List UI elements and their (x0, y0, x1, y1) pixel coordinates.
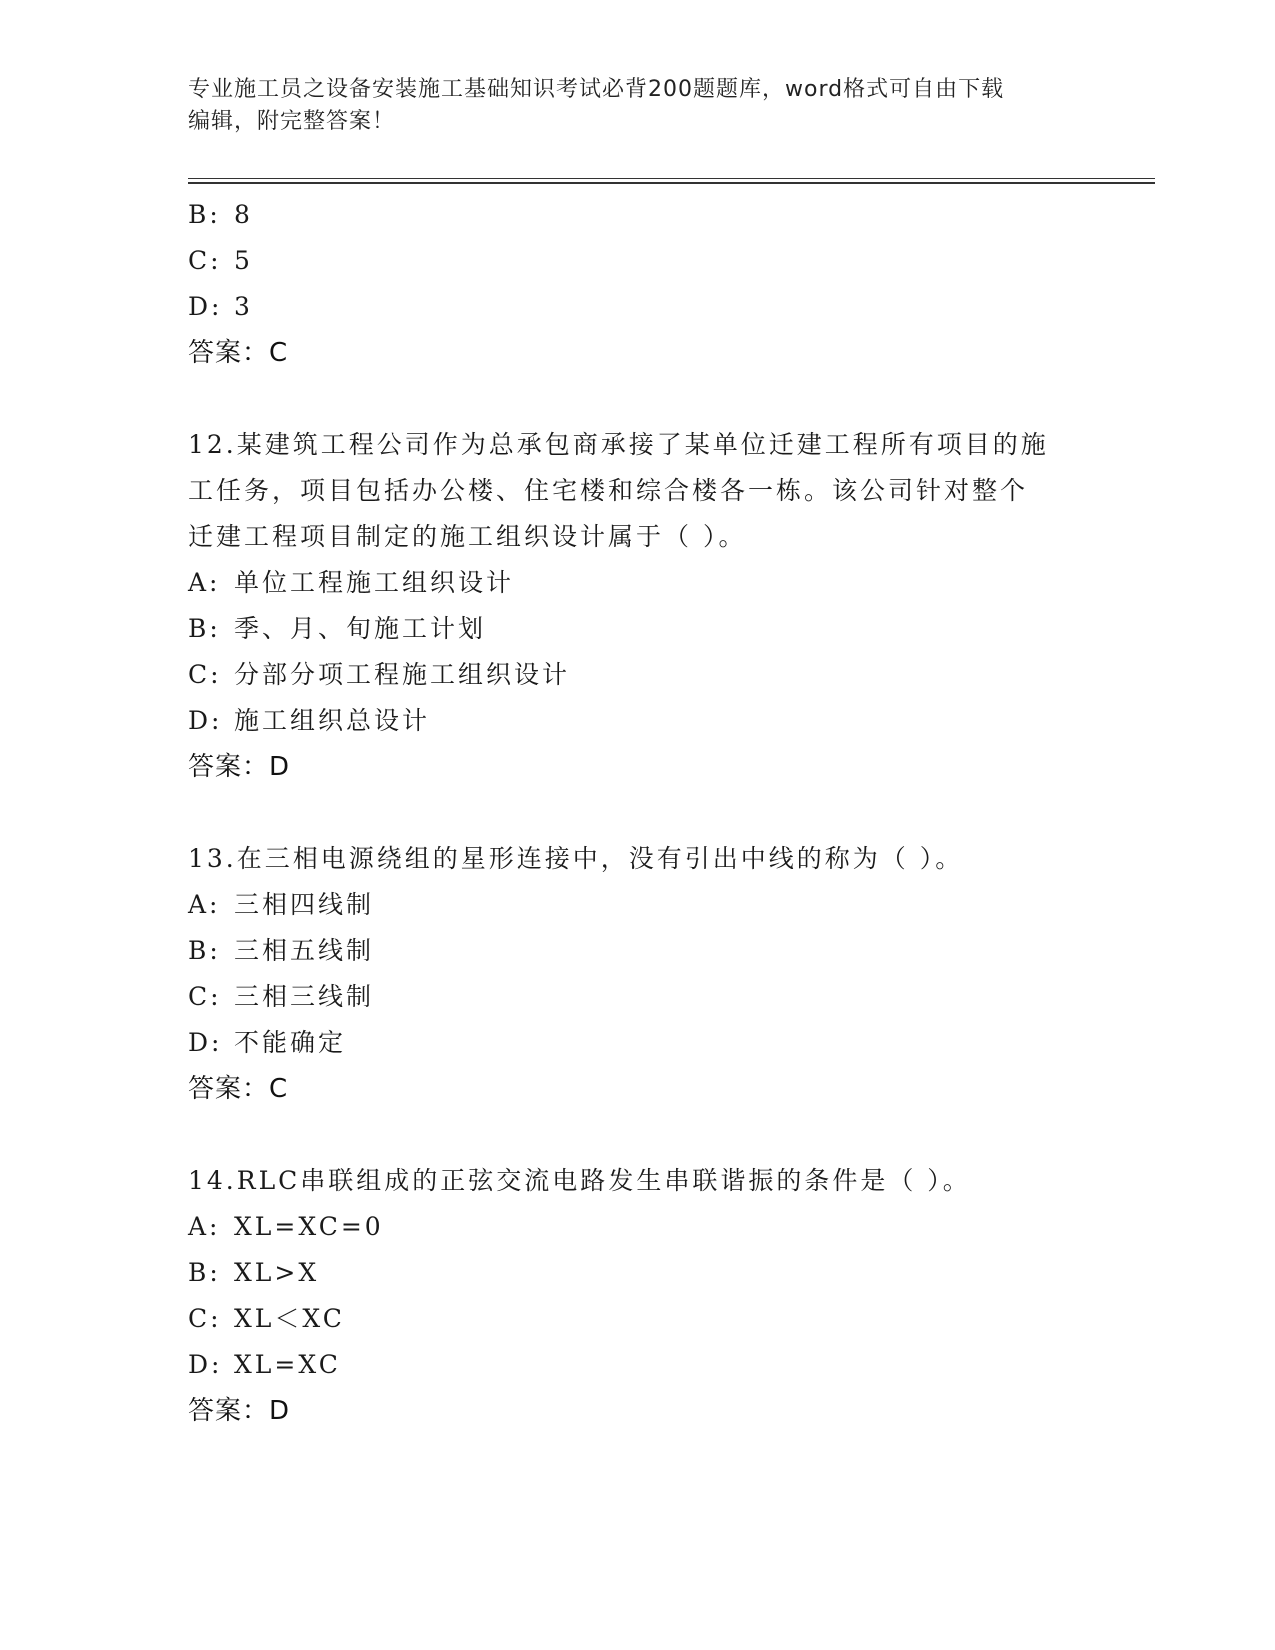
option-d (188, 698, 1088, 744)
option-text: 分部分项工程施工组织设计 (234, 660, 571, 689)
option-key: B: (188, 936, 221, 965)
question-13 (188, 836, 1088, 1112)
option-key: C: (188, 982, 222, 1011)
option-c (188, 238, 1088, 284)
stem-line: 13.在三相电源绕组的星形连接中，没有引出中线的称为（ ）。 (188, 844, 964, 873)
option-text: XL>X (234, 1258, 320, 1287)
option-d (188, 1342, 1088, 1388)
option-c (188, 974, 1088, 1020)
option-text: 三相四线制 (234, 890, 375, 919)
header-divider-thin (188, 178, 1155, 179)
option-c (188, 652, 1088, 698)
option-d (188, 284, 1088, 330)
option-text: 不能确定 (234, 1028, 347, 1057)
option-a (188, 560, 1088, 606)
question-stem (188, 836, 1068, 882)
spacer (188, 1112, 1088, 1158)
stem-line: 14.RLC串联组成的正弦交流电路发生串联谐振的条件是（ ）。 (188, 1166, 971, 1195)
option-b (188, 192, 1088, 238)
option-text: 季、月、旬施工计划 (234, 614, 487, 643)
option-key: B: (188, 614, 221, 643)
option-key: B: (188, 1258, 221, 1287)
header-title-line-1: 专业施工员之设备安装施工基础知识考试必背200题题库，word格式可自由下载 (188, 77, 1005, 102)
option-text: 施工组织总设计 (234, 706, 431, 735)
question-stem (188, 422, 1068, 560)
stem-line: 工任务，项目包括办公楼、住宅楼和综合楼各一栋。该公司针对整个 (188, 476, 1029, 505)
option-b (188, 928, 1088, 974)
option-key: C: (188, 1304, 222, 1333)
option-key: A: (188, 890, 221, 919)
question-12 (188, 422, 1088, 790)
answer-line: 答案：D (188, 752, 291, 782)
header-divider-thick (188, 182, 1155, 184)
stem-line: 迁建工程项目制定的施工组织设计属于（ ）。 (188, 522, 747, 551)
answer-line: 答案：D (188, 1396, 291, 1426)
option-key: A: (188, 568, 221, 597)
option-text: 3 (234, 292, 253, 321)
question-11 (188, 192, 1088, 376)
option-key: B: (188, 200, 221, 229)
question-14 (188, 1158, 1088, 1434)
option-b (188, 1250, 1088, 1296)
option-key: A: (188, 1212, 221, 1241)
option-text: 三相三线制 (234, 982, 375, 1011)
option-text: XL=XC=0 (234, 1212, 384, 1241)
option-c (188, 1296, 1088, 1342)
option-key: D: (188, 706, 223, 735)
option-key: C: (188, 246, 222, 275)
stem-line: 12.某建筑工程公司作为总承包商承接了某单位迁建工程所有项目的施 (188, 430, 1049, 459)
spacer (188, 790, 1088, 836)
answer-line: 答案：C (188, 1074, 289, 1104)
option-b (188, 606, 1088, 652)
option-key: D: (188, 292, 223, 321)
question-list (188, 192, 1088, 1434)
option-a (188, 882, 1088, 928)
option-key: D: (188, 1028, 223, 1057)
option-key: D: (188, 1350, 223, 1379)
option-a (188, 1204, 1088, 1250)
option-text: 8 (234, 200, 253, 229)
option-text: 单位工程施工组织设计 (234, 568, 515, 597)
option-text: 5 (234, 246, 253, 275)
option-key: C: (188, 660, 222, 689)
option-text: XL＜XC (234, 1304, 345, 1333)
option-text: 三相五线制 (234, 936, 375, 965)
spacer (188, 376, 1088, 422)
header-title-line-2: 编辑，附完整答案！ (188, 109, 396, 134)
question-stem (188, 1158, 1068, 1204)
answer-line: 答案：C (188, 338, 289, 368)
document-header (188, 74, 1068, 138)
option-d (188, 1020, 1088, 1066)
option-text: XL=XC (234, 1350, 341, 1379)
